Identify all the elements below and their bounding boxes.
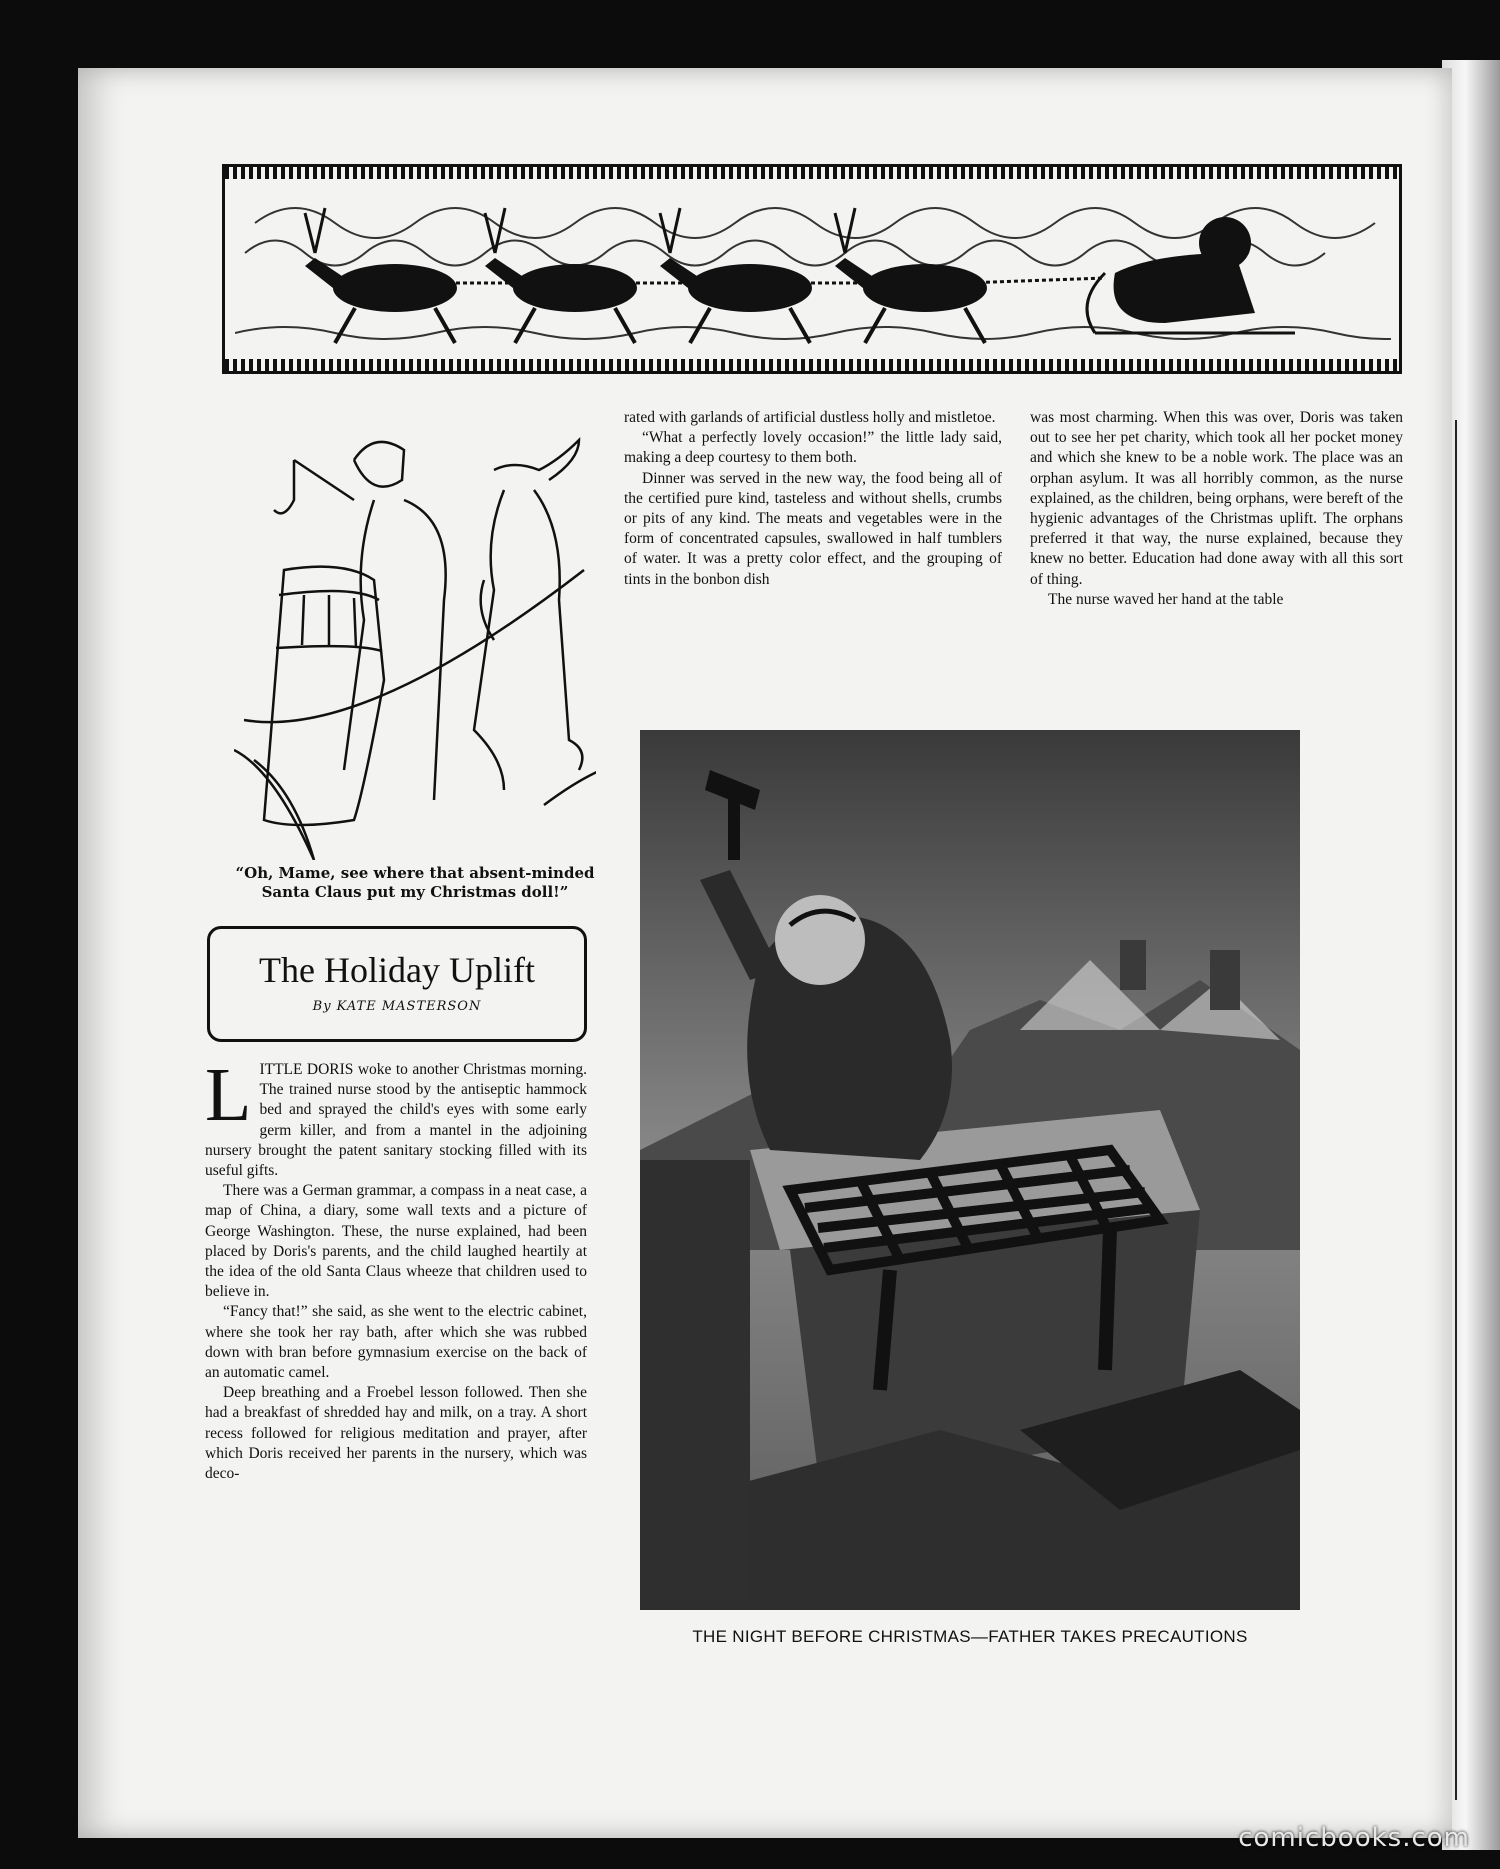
- article-title: The Holiday Uplift: [259, 950, 535, 990]
- paragraph-9: The nurse waved her hand at the table: [1048, 590, 1284, 608]
- paragraph-5: rated with garlands of artificial dustless holly and mistletoe.: [624, 409, 996, 426]
- drop-cap: L: [205, 1053, 252, 1137]
- paragraph-3: “Fancy that!” she said, as she went to the electric cabinet, where she took her ray bath, after which she was rubbed down with bran before gymnasium exercise on the back of an automatic camel.: [205, 1303, 587, 1382]
- cartoon-caption: [220, 864, 610, 902]
- illustration-caption: THE NIGHT BEFORE CHRISTMAS—FATHER TAKES PRECAUTIONS: [692, 1627, 1248, 1646]
- paragraph-8: was most charming. When this was over, Doris was taken out to see her pet charity, which took all her pocket money and which she knew to be a noble work. The place was an orphan asylum. It was all horribly common, as the nurse explained, as the children, being orphans, were bereft of the hygienic advantages of the Christmas uplift. The orphans preferred it that way, the nurse explained, because they knew no better. Education had done away with all this sort of thing.: [1030, 409, 1403, 588]
- paragraph-2: There was a German grammar, a compass in a neat case, a map of China, a diary, some wall texts and a picture of George Washington. These, the nurse explained, had been placed by Doris's parents, and the child laughed heartily at the idea of the old Santa Claus wheeze that children used to believe in.: [205, 1182, 587, 1301]
- paragraph-4: Deep breathing and a Froebel lesson followed. Then she had a breakfast of shredded hay and milk, on a tray. A short recess followed for religious meditation and prayer, after which Doris received her parents in the nursery, which was deco-: [205, 1384, 587, 1483]
- chimney-cartoon: [234, 420, 596, 860]
- header-banner-reindeer-sleigh: [222, 164, 1402, 374]
- article-column-2: [624, 408, 1002, 590]
- paragraph-1: [205, 1053, 587, 1181]
- article-column-3: [1030, 408, 1403, 610]
- paragraph-7: Dinner was served in the new way, the food being all of the certified pure kind, tasteless and without shells, crumbs or pits of any kind. The meats and vegetables were in the form of concentrated capsules, swallowed in half tumblers of water. It was a pretty color effect, and the grouping of tints in the bonbon dish: [624, 469, 1002, 588]
- illustration-drawing: [640, 730, 1300, 1610]
- paragraph-1-text: ITTLE DORIS woke to another Christmas morning. The trained nurse stood by the antiseptic hammock bed and sprayed the child's eyes with some early germ killer, and from a mantel in the adjoining nursery brought the patent sanitary stocking filled with its useful gifts.: [205, 1061, 587, 1180]
- site-watermark: comicbooks.com: [1238, 1823, 1470, 1853]
- article-title-box: [207, 926, 587, 1042]
- reindeer-sleigh-illustration: [235, 183, 1391, 359]
- cartoon-drawing: [234, 420, 596, 860]
- binding-line: [1455, 420, 1457, 1800]
- cartoon-caption-line2: Santa Claus put my Christmas doll!”: [261, 883, 569, 901]
- article-byline: By KATE MASTERSON: [312, 999, 482, 1014]
- article-column-1: [205, 1053, 587, 1484]
- father-chimney-illustration: [640, 730, 1300, 1610]
- paragraph-6: “What a perfectly lovely occasion!” the little lady said, making a deep courtesy to them both.: [624, 429, 1002, 467]
- cartoon-caption-line1: “Oh, Mame, see where that absent-minded: [235, 864, 595, 882]
